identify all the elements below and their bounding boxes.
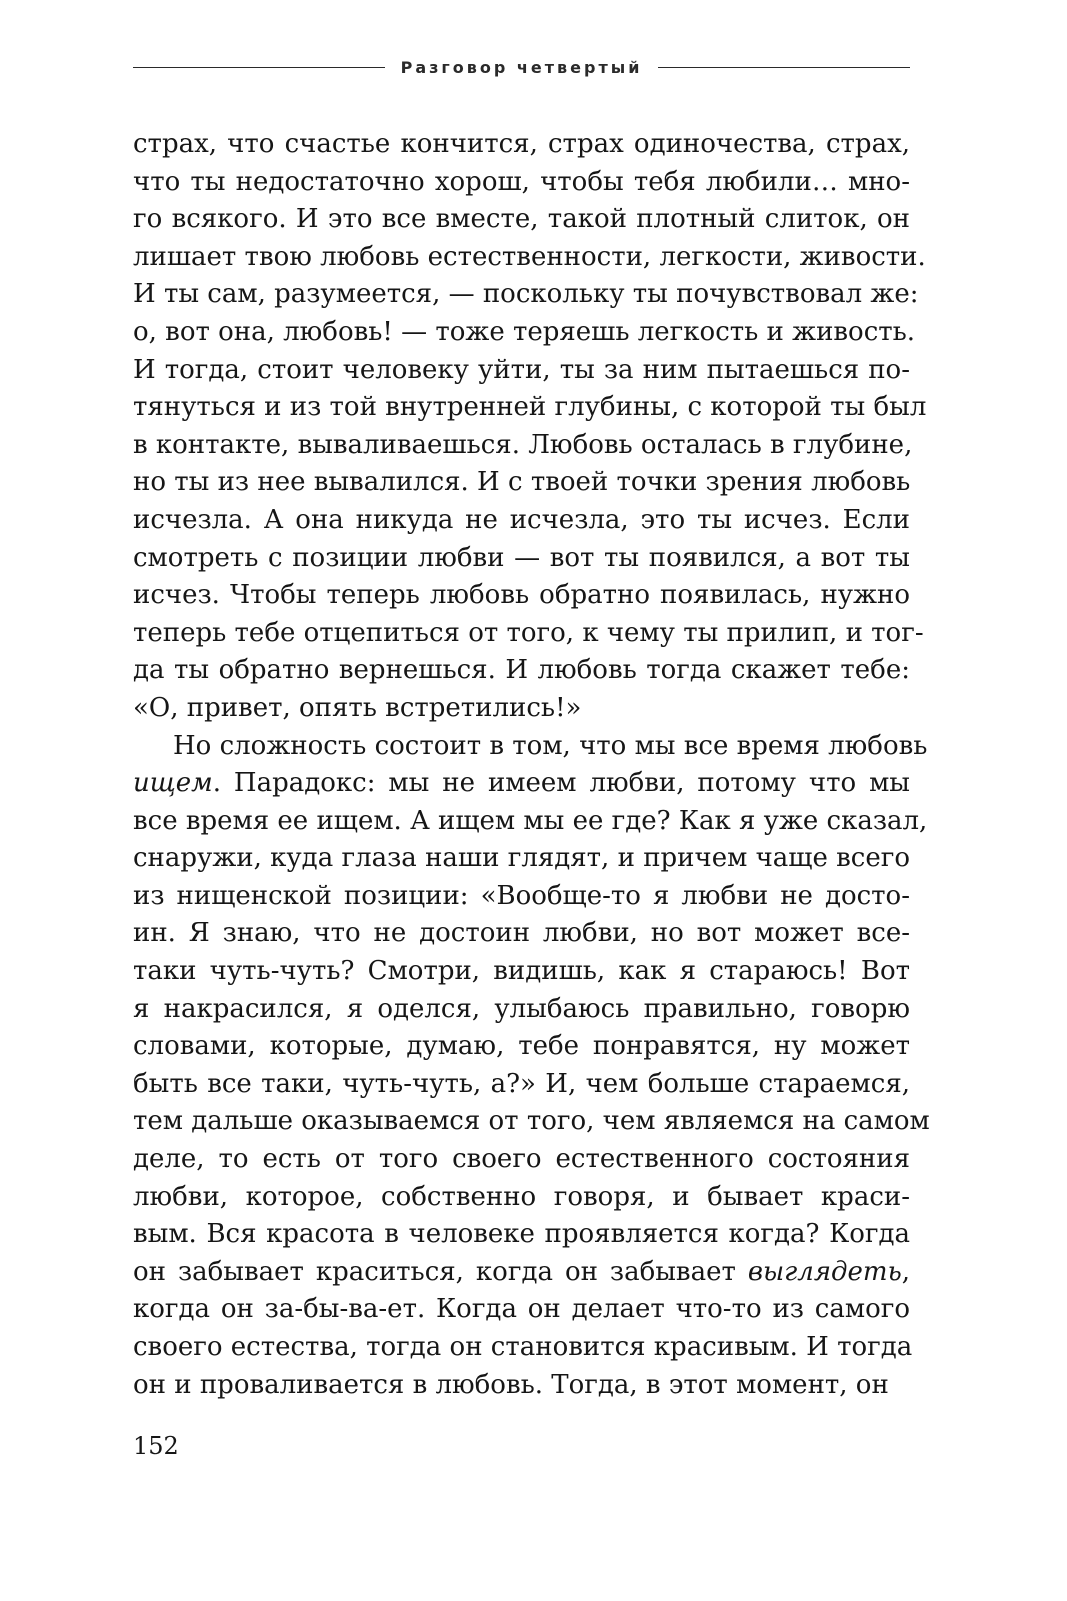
running-header [133,58,910,77]
text-line: из нищенской позиции: «Вообще-то я любви не досто- [133,880,910,911]
text-line: словами, которые, думаю, тебе понравятся, ну может [133,1031,910,1062]
text-segment: он забывает краситься, когда он забывает [133,1256,748,1287]
text-line [133,765,910,803]
text-line: тем дальше оказываемся от того, чем являемся на самом [133,1106,930,1137]
text-line: но ты из нее вывалился. И с твоей точки зрения любовь [133,467,911,498]
text-line: исчезла. А она никуда не исчезла, это ты исчез. Если [133,504,910,535]
emphasis: ищем [133,768,213,799]
text-line: исчез. Чтобы теперь любовь обратно появилась, нужно [133,580,910,611]
text-line: да ты обратно вернешься. И любовь тогда скажет тебе: [133,655,910,686]
text-line: теперь тебе отцепиться от того, к чему ты прилип, и тог- [133,617,924,648]
text-line: любви, которое, собственно говоря, и бывает краси- [133,1181,910,1212]
text-line: он и проваливается в любовь. Тогда, в этот момент, он [133,1369,889,1400]
text-line: лишает твою любовь естественности, легкости, живости. [133,241,926,272]
text-line: го всякого. И это все вместе, такой плотный слиток, он [133,204,910,235]
page-number: 152 [133,1432,179,1460]
text-line: когда он за-бы-ва-ет. Когда он делает что-то из самого [133,1294,910,1325]
text-line: смотреть с позиции любви — вот ты появился, а вот ты [133,542,910,573]
text-segment: . Парадокс: мы не имеем любви, потому что мы [212,768,910,799]
body-text [133,126,930,1404]
text-line: снаружи, куда глаза наши глядят, и причем чаще всего [133,843,910,874]
text-line: ин. Я знаю, что не достоин любви, но вот может все- [133,918,910,949]
text-line: вым. Вся красота в человеке проявляется когда? Когда [133,1219,910,1250]
text-line: «О, привет, опять встретились!» [133,692,582,723]
running-title: Разговор четвертый [400,58,643,77]
text-line: И ты сам, разумеется, — поскольку ты почувствовал же: [133,279,919,310]
text-line: Но сложность состоит в том, что мы все время любовь [173,730,928,761]
text-line: И тогда, стоит человеку уйти, ты за ним пытаешься по- [133,354,910,385]
text-line: деле, то есть от того своего естественного состояния [133,1144,910,1175]
text-line: в контакте, вываливаешься. Любовь осталась в глубине, [133,429,913,460]
text-line: таки чуть-чуть? Смотри, видишь, как я стараюсь! Вот [133,956,910,987]
text-line: быть все таки, чуть-чуть, а?» И, чем больше стараемся, [133,1068,910,1099]
text-line: своего естества, тогда он становится красивым. И тогда [133,1332,913,1362]
text-segment: , [901,1256,910,1287]
text-line: я накрасился, я оделся, улыбаюсь правильно, говорю [133,993,910,1024]
text-line: что ты недостаточно хорош, чтобы тебя любили… мно- [133,166,910,197]
text-line [133,1254,910,1292]
text-line: все время ее ищем. А ищем мы ее где? Как я уже сказал, [133,805,928,836]
text-line: о, вот она, любовь! — тоже теряешь легкость и живость. [133,316,916,347]
text-line: тянуться и из той внутренней глубины, с которой ты был [133,392,927,423]
emphasis: выглядеть [747,1256,902,1287]
text-line: страх, что счастье кончится, страх одиночества, страх, [133,129,910,159]
header-rule-left [133,67,385,68]
header-rule-right [658,67,910,68]
